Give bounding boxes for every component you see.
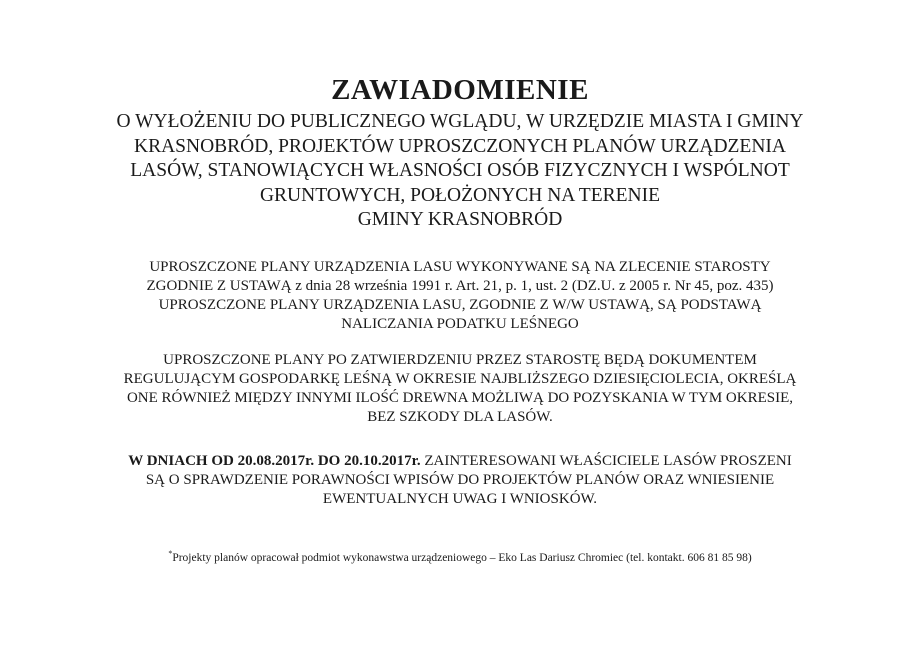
- paragraph-text: ZAINTERESOWANI WŁAŚCICIELE LASÓW PROSZENI: [420, 453, 792, 469]
- paragraph-line: UPROSZCZONE PLANY PO ZATWIERDZENIU PRZEZ STAROSTĘ BĘDĄ DOKUMENTEM: [163, 352, 757, 368]
- subtitle-line: LASÓW, STANOWIĄCYCH WŁASNOŚCI OSÓB FIZYCZNYCH I WSPÓLNOT: [130, 160, 790, 181]
- paragraph-line: BEZ SZKODY DLA LASÓW.: [367, 409, 553, 425]
- paragraph-line: ZGODNIE Z USTAWĄ z dnia 28 września 1991 r. Art. 21, p. 1, ust. 2 (DZ.U. z 2005 r. Nr 45, poz. 435): [146, 278, 774, 294]
- subtitle-line: KRASNOBRÓD, PROJEKTÓW UPROSZCZONYCH PLANÓW URZĄDZENIA: [133, 135, 787, 157]
- footnote: [60, 547, 860, 565]
- dates-paragraph: [50, 452, 870, 509]
- footnote-text: Projekty planów opracował podmiot wykonawstwa urządzeniowego – Eko Las Dariusz Chromiec (tel. kontakt. 606 81 85 98): [172, 551, 752, 564]
- paragraph-line: SĄ O SPRAWDZENIE PORAWNOŚCI WPISÓW DO PROJEKTÓW PLANÓW ORAZ WNIESIENIE: [145, 472, 775, 488]
- paragraph-line: ONE RÓWNIEŻ MIĘDZY INNYMI ILOŚĆ DREWNA MOŻLIWĄ DO POZYSKANIA W TYM OKRESIE,: [126, 390, 794, 406]
- subtitle-line: GRUNTOWYCH, POŁOŻONYCH NA TERENIE: [259, 184, 661, 206]
- paragraph-line: NALICZANIA PODATKU LEŚNEGO: [341, 316, 579, 332]
- subtitle-line: GMINY KRASNOBRÓD: [357, 209, 563, 230]
- footnote-marker: *: [168, 549, 173, 558]
- subtitle-line: O WYŁOŻENIU DO PUBLICZNEGO WGLĄDU, W URZĘDZIE MIASTA I GMINY: [116, 111, 804, 132]
- paragraph-line: REGULUJĄCYM GOSPODARKĘ LEŚNĄ W OKRESIE NAJBLIŻSZEGO DZIESIĘCIOLECIA, OKREŚLĄ: [123, 371, 797, 387]
- inspection-dates: W DNIACH OD 20.08.2017r. DO 20.10.2017r.: [128, 453, 421, 469]
- notice-subtitle: [60, 110, 860, 233]
- paragraph-line: EWENTUALNYCH UWAG I WNIOSKÓW.: [322, 491, 598, 507]
- paragraph-line: UPROSZCZONE PLANY URZĄDZENIA LASU WYKONYWANE SĄ NA ZLECENIE STAROSTY: [149, 259, 771, 275]
- plan-purpose-paragraph: [50, 351, 870, 427]
- paragraph-line: UPROSZCZONE PLANY URZĄDZENIA LASU, ZGODNIE Z W/W USTAWĄ, SĄ PODSTAWĄ: [158, 297, 762, 313]
- legal-basis-paragraph: [50, 258, 870, 334]
- notice-title: ZAWIADOMIENIE: [331, 74, 589, 106]
- paragraph-line: [50, 452, 870, 471]
